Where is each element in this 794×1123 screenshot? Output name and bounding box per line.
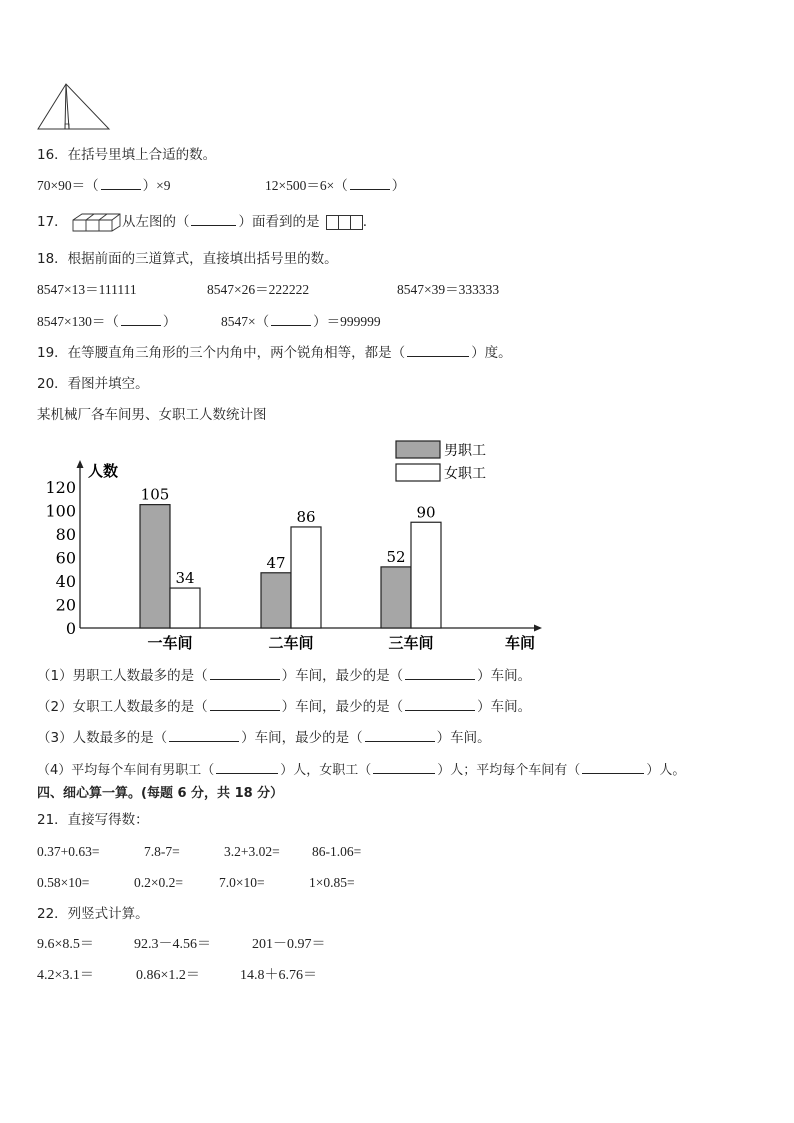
y-tick-label: 120 [45,478,76,497]
chart-caption: 某机械厂各车间男、女职工人数统计图 [37,407,267,423]
view-squares-figure [327,213,363,231]
y-axis-label: 人数 [88,462,119,480]
q20-sub-1: （1）男职工人数最多的是（ ）车间，最少的是（ ）车间。 [37,668,532,684]
legend-swatch [396,464,440,481]
q21-item: 1×0.85= [309,875,355,890]
q21-item: 3.2+3.02= [224,844,280,859]
data-label: 90 [416,503,436,522]
legend-label: 男职工 [444,443,486,459]
q20-sub-3: （3）人数最多的是（ ）车间，最少的是（ ）车间。 [37,730,491,746]
answer-blank[interactable] [216,760,278,774]
q20-prompt: 20．看图并填空。 [37,376,149,392]
bar [291,527,321,628]
q22-item: 9.6×8.5＝ [37,937,94,952]
q18-formula-3: 8547×39＝333333 [397,282,500,297]
q20-sub-2: （2）女职工人数最多的是（ ）车间，最少的是（ ）车间。 [37,699,532,715]
answer-blank[interactable] [365,728,435,742]
q18-answer-1: 8547×130＝（ ） [37,314,177,329]
q22-prompt: 22．列竖式计算。 [37,906,149,922]
data-label: 47 [266,553,286,572]
bar-chart [30,432,550,654]
legend-swatch [396,441,440,458]
x-axis-label: 车间 [504,634,536,652]
y-tick-label: 100 [45,501,76,521]
q18-answer-2: 8547×（ ）＝999999 [221,314,381,329]
answer-blank[interactable] [582,760,644,774]
cube-figure [72,212,122,232]
bar [140,505,170,628]
triangle-figure [36,82,112,132]
data-label: 86 [296,507,316,526]
q21-item: 0.37+0.63= [37,844,100,859]
q19-line: 19．在等腰直角三角形的三个内角中，两个锐角相等，都是（ ）度。 [37,345,512,361]
q21-item: 0.58×10= [37,875,90,890]
bar [261,573,291,628]
x-axis-arrow [534,625,542,632]
bar [381,567,411,628]
bar [170,588,200,628]
y-tick-label: 0 [65,619,76,638]
q21-item: 86-1.06= [312,844,362,859]
answer-blank[interactable] [405,666,475,680]
data-label: 105 [140,485,170,504]
answer-blank[interactable] [407,343,469,357]
data-label: 52 [386,547,406,566]
q21-item: 7.0×10= [219,875,265,890]
q16-equation-1: 70×90＝（ ）×9 [37,178,171,193]
answer-blank[interactable] [169,728,239,742]
y-tick-label: 60 [55,548,76,568]
q20-sub-4: （4）平均每个车间有男职工（ ）人，女职工（ ）人；平均每个车间有（ ）人。 [37,760,685,780]
x-tick-label: 三车间 [388,634,434,652]
y-tick-label: 20 [55,595,76,615]
legend-label: 女职工 [444,466,486,482]
q18-formula-1: 8547×13＝111111 [37,282,137,297]
q22-item: 0.86×1.2＝ [136,968,200,983]
q18-formula-2: 8547×26＝222222 [207,282,310,297]
x-tick-label: 二车间 [268,634,314,652]
answer-blank[interactable] [373,760,435,774]
answer-blank[interactable] [121,312,161,326]
q22-item: 92.3－4.56＝ [134,937,211,952]
y-axis-arrow [77,460,84,468]
q21-item: 7.8-7= [144,844,180,859]
q16-equation-2: 12×500＝6×（ ） [265,178,406,193]
x-tick-label: 一车间 [147,634,193,652]
answer-blank[interactable] [350,176,390,190]
answer-blank[interactable] [405,697,475,711]
q16-prompt: 16．在括号里填上合适的数。 [37,147,217,163]
answer-blank[interactable] [210,697,280,711]
bar [411,522,441,628]
q22-item: 201－0.97＝ [252,937,326,952]
answer-blank[interactable] [210,666,280,680]
y-tick-label: 40 [55,572,76,591]
q18-prompt: 18．根据前面的三道算式，直接填出括号里的数。 [37,251,338,267]
answer-blank[interactable] [191,212,236,226]
answer-blank[interactable] [271,312,311,326]
q22-item: 14.8＋6.76＝ [240,968,317,983]
q17-line: 17． 从左图的（ ）面看到的是 . [37,214,368,230]
q21-prompt: 21．直接写得数： [37,812,149,828]
answer-blank[interactable] [101,176,141,190]
data-label: 34 [175,569,195,588]
y-tick-label: 80 [55,525,76,544]
q21-item: 0.2×0.2= [134,875,183,890]
section-4-title: 四、细心算一算。(每题 6 分，共 18 分） [37,786,284,801]
q22-item: 4.2×3.1＝ [37,968,94,983]
